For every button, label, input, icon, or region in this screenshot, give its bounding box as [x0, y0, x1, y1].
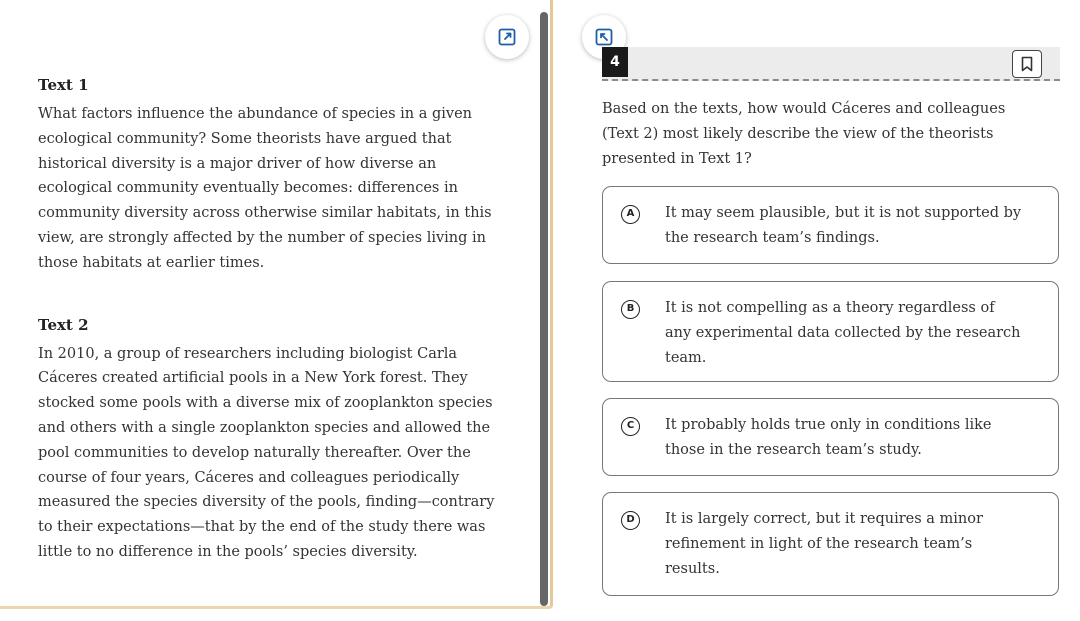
question-header-bar [602, 47, 1060, 81]
answer-choice-a[interactable] [602, 186, 1059, 264]
choice-letter-b: B [621, 300, 640, 319]
choice-letter-a: A [621, 205, 640, 224]
bookmark-icon [1020, 56, 1034, 72]
text2-title: Text 2 [38, 315, 89, 334]
choice-text-d: It is largely correct, but it requires a minor refinement in light of the research team’s results. [665, 511, 983, 577]
choice-text-a: It may seem plausible, but it is not supported by the research team’s findings. [665, 205, 1022, 246]
collapse-icon [594, 27, 614, 47]
passage-scrollbar[interactable] [540, 12, 548, 606]
text2-body: In 2010, a group of researchers including biologist Carla Cáceres created artificial pools in a New York forest. They stocked some pools with a diverse mix of zooplankton species and others with a single zooplankton species and allowed the pool communities to develop naturally thereafter. Over the course of four years, Cáceres and colleagues periodically measured the species diversity of the pools, finding—contrary to their expectations—that by the end of the study there was little to no difference in the pools’ species diversity. [38, 345, 495, 560]
question-number: 4 [602, 47, 628, 77]
passages [38, 76, 508, 565]
text1-title: Text 1 [38, 76, 89, 94]
answer-choice-d[interactable] [602, 492, 1059, 596]
choice-text-c: It probably holds true only in conditions like those in the research team’s study. [665, 417, 992, 458]
expand-button[interactable] [485, 15, 529, 59]
text1-body: What factors influence the abundance of species in a given ecological community? Some theorists have argued that historical diversity is a major driver of how diverse an ecological community eventually becomes: differences in community diversity across otherwise similar habitats, in this view, are strongly affected by the number of species living in those habitats at earlier times. [38, 106, 492, 271]
answer-choice-b[interactable] [602, 281, 1059, 382]
choice-letter-d: D [621, 511, 640, 530]
choice-text-b: It is not compelling as a theory regardless of any experimental data collected by the research team. [665, 300, 1021, 366]
choice-letter-c: C [621, 417, 640, 436]
bookmark-button[interactable] [1012, 50, 1042, 78]
answer-choice-c[interactable] [602, 398, 1059, 476]
question-prompt: Based on the texts, how would Cáceres and colleagues (Text 2) most likely describe the view of the theorists presented in Text 1? [602, 101, 1006, 167]
expand-icon [497, 27, 517, 47]
